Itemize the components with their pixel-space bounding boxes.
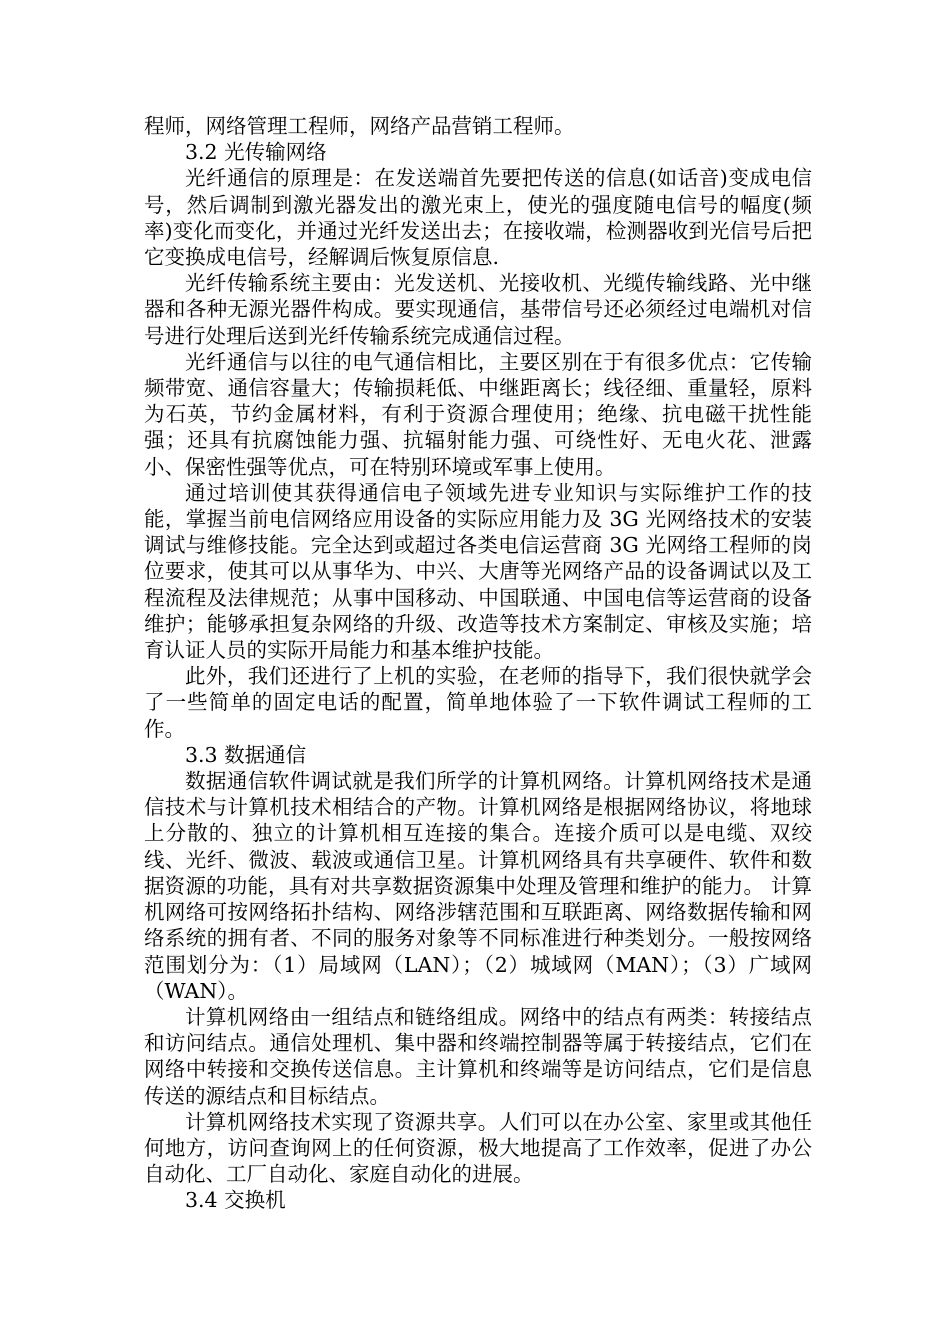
paragraph-continued: 程师，网络管理工程师，网络产品营销工程师。 — [144, 114, 575, 138]
paragraph-fiber-advantages: 光纤通信与以往的电气通信相比，主要区别在于有很多优点：它传输频带宽、通信容量大；传输损耗低、中继距离长；线径细、重量轻，原料为石英，节约金属材料，有利于资源合理使用；绝缘、抗电磁干扰性能强；还具有抗腐蚀能力强、抗辐射能力强、可绕性好、无电火花、泄露小、保密性强等优点，可在特别环境或军事上使用。 — [144, 349, 812, 479]
paragraph-data-comm: 数据通信软件调试就是我们所学的计算机网络。计算机网络技术是通信技术与计算机技术相结合的产物。计算机网络是根据网络协议，将地球上分散的、独立的计算机相互连接的集合。连接介质可以是电缆、双绞线、光纤、微波、载波或通信卫星。计算机网络具有共享硬件、软件和数据资源的功能，具有对共享数据资源集中处理及管理和维护的能力。 计算机网络可按网络拓扑结构、网络涉辖范围和互联距离、网络数据传输和网络系统的拥有者、不同的服务对象等不同标准进行种类划分。一般按网络范围划分为：（1）局域网（LAN）；（2）城域网（MAN）；（3）广域网（WAN）。 — [144, 769, 812, 1003]
section-heading-3-3: 3.3 数据通信 — [185, 742, 307, 767]
document-page — [144, 113, 812, 1214]
paragraph-training: 通过培训使其获得通信电子领域先进专业知识与实际维护工作的技能，掌握当前电信网络应用设备的实际应用能力及 3G 光网络技术的安装调试与维修技能。完全达到或超过各类电信运营商 3G 光网络工程师的岗位要求，使其可以从事华为、中兴、大唐等光网络产品的设备调试以及工程流程及法律规范；从事中国移动、中国联通、中国电信等运营商的设备维护；能够承担复杂网络的升级、改造等技术方案制定、审核及实施；培育认证人员的实际开局能力和基本维护技能。 — [144, 480, 812, 663]
paragraph-fiber-principle: 光纤通信的原理是：在发送端首先要把传送的信息(如话音)变成电信号，然后调制到激光器发出的激光束上，使光的强度随电信号的幅度(频率)变化而变化，并通过光纤发送出去；在接收端，检测器收到光信号后把它变换成电信号，经解调后恢复原信息. — [144, 166, 812, 270]
paragraph-fiber-system: 光纤传输系统主要由：光发送机、光接收机、光缆传输线路、光中继器和各种无源光器件构成。要实现通信，基带信号还必须经过电端机对信号进行处理后送到光纤传输系统完成通信过程。 — [144, 271, 812, 348]
section-heading-3-2: 3.2 光传输网络 — [185, 140, 327, 165]
section-heading-3-4: 3.4 交换机 — [185, 1188, 286, 1213]
paragraph-lab-experiment: 此外，我们还进行了上机的实验，在老师的指导下，我们很快就学会了一些简单的固定电话的配置，简单地体验了一下软件调试工程师的工作。 — [144, 664, 812, 741]
paragraph-resource-sharing: 计算机网络技术实现了资源共享。人们可以在办公室、家里或其他任何地方，访问查询网上的任何资源，极大地提高了工作效率，促进了办公自动化、工厂自动化、家庭自动化的进展。 — [144, 1109, 812, 1187]
paragraph-network-nodes: 计算机网络由一组结点和链络组成。网络中的结点有两类：转接结点和访问结点。通信处理机、集中器和终端控制器等属于转接结点，它们在网络中转接和交换传送信息。主计算机和终端等是访问结点，它们是信息传送的源结点和目标结点。 — [144, 1004, 812, 1108]
